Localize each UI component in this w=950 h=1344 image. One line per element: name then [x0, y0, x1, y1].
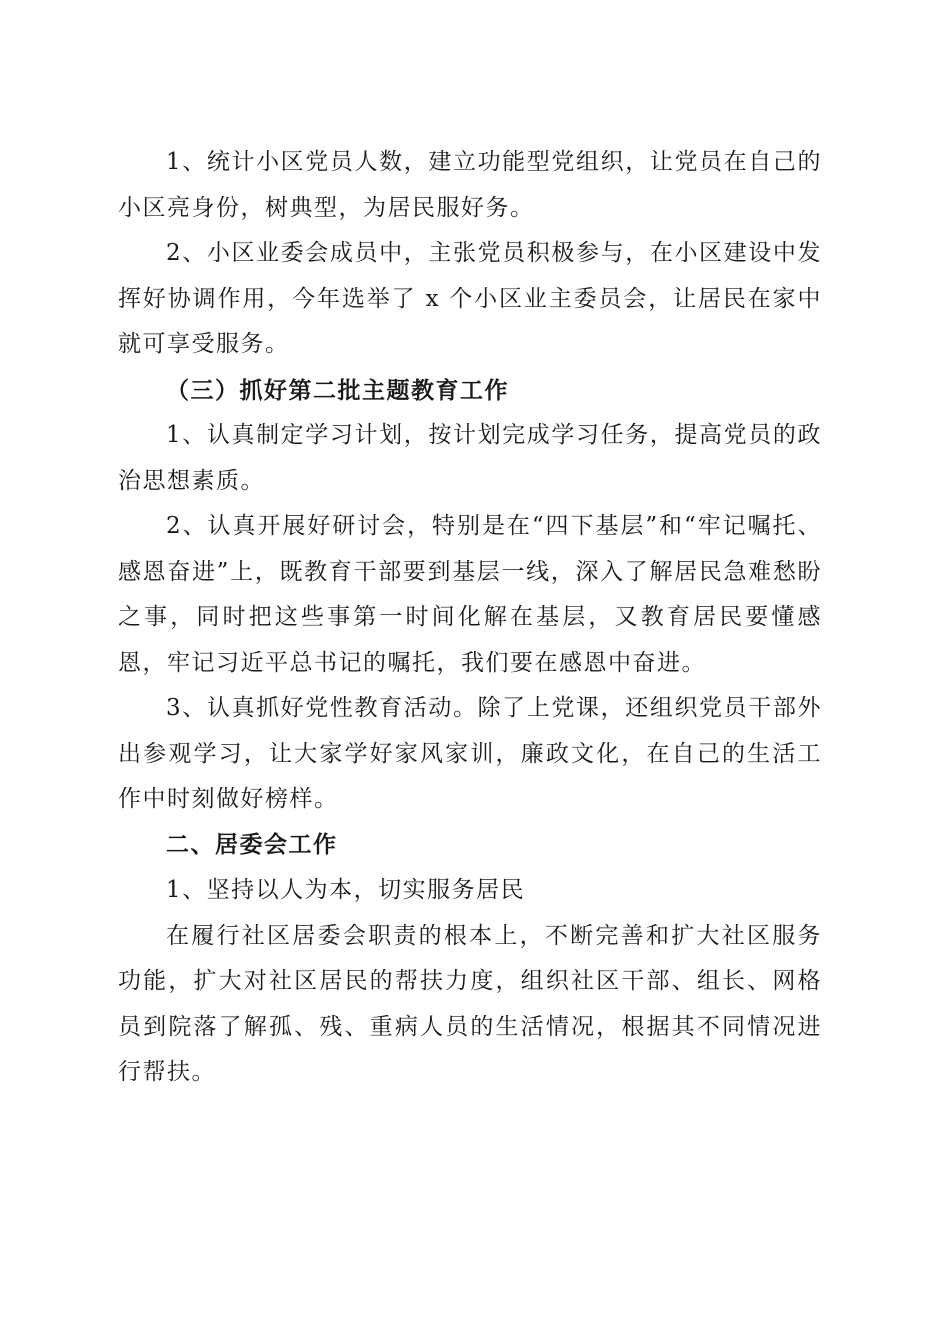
paragraph-study-plan: 1、认真制定学习计划，按计划完成学习任务，提高党员的政治思想素质。: [118, 422, 822, 494]
paragraph-people-oriented: 1、坚持以人为本，切实服务居民: [166, 877, 526, 903]
paragraph-community-services: 在履行社区居委会职责的根本上，不断完善和扩大社区服务功能，扩大对社区居民的帮扶力度，组织社区干部、组长、网格员到院落了解孤、残、重病人员的生活情况，根据其不同情况进行帮扶。: [118, 922, 822, 1085]
paragraph-community-party-members: 1、统计小区党员人数，建立功能型党组织，让党员在自己的小区亮身份，树典型，为居民服好务。: [118, 149, 822, 221]
paragraph-owners-committee: 2、小区业委会成员中，主张党员积极参与，在小区建设中发挥好协调作用，今年选举了 x 个小区业主委员会，让居民在家中就可享受服务。: [118, 240, 822, 357]
heading-residents-committee: 二、居委会工作: [166, 831, 338, 858]
document-page: [118, 140, 822, 1096]
subheading-theme-education: （三）抓好第二批主题教育工作: [166, 376, 509, 404]
paragraph-party-education: 3、认真抓好党性教育活动。除了上党课，还组织党员干部外出参观学习，让大家学好家风家训，廉政文化，在自己的生活工作中时刻做好榜样。: [118, 695, 822, 812]
paragraph-seminar: 2、认真开展好研讨会，特别是在“四下基层”和“牢记嘱托、感恩奋进”上，既教育干部要到基层一线，深入了解居民急难愁盼之事，同时把这些事第一时间化解在基层，又教育居民要懂感恩，牢记习近平总书记的嘱托，我们要在感恩中奋进。: [118, 513, 822, 676]
